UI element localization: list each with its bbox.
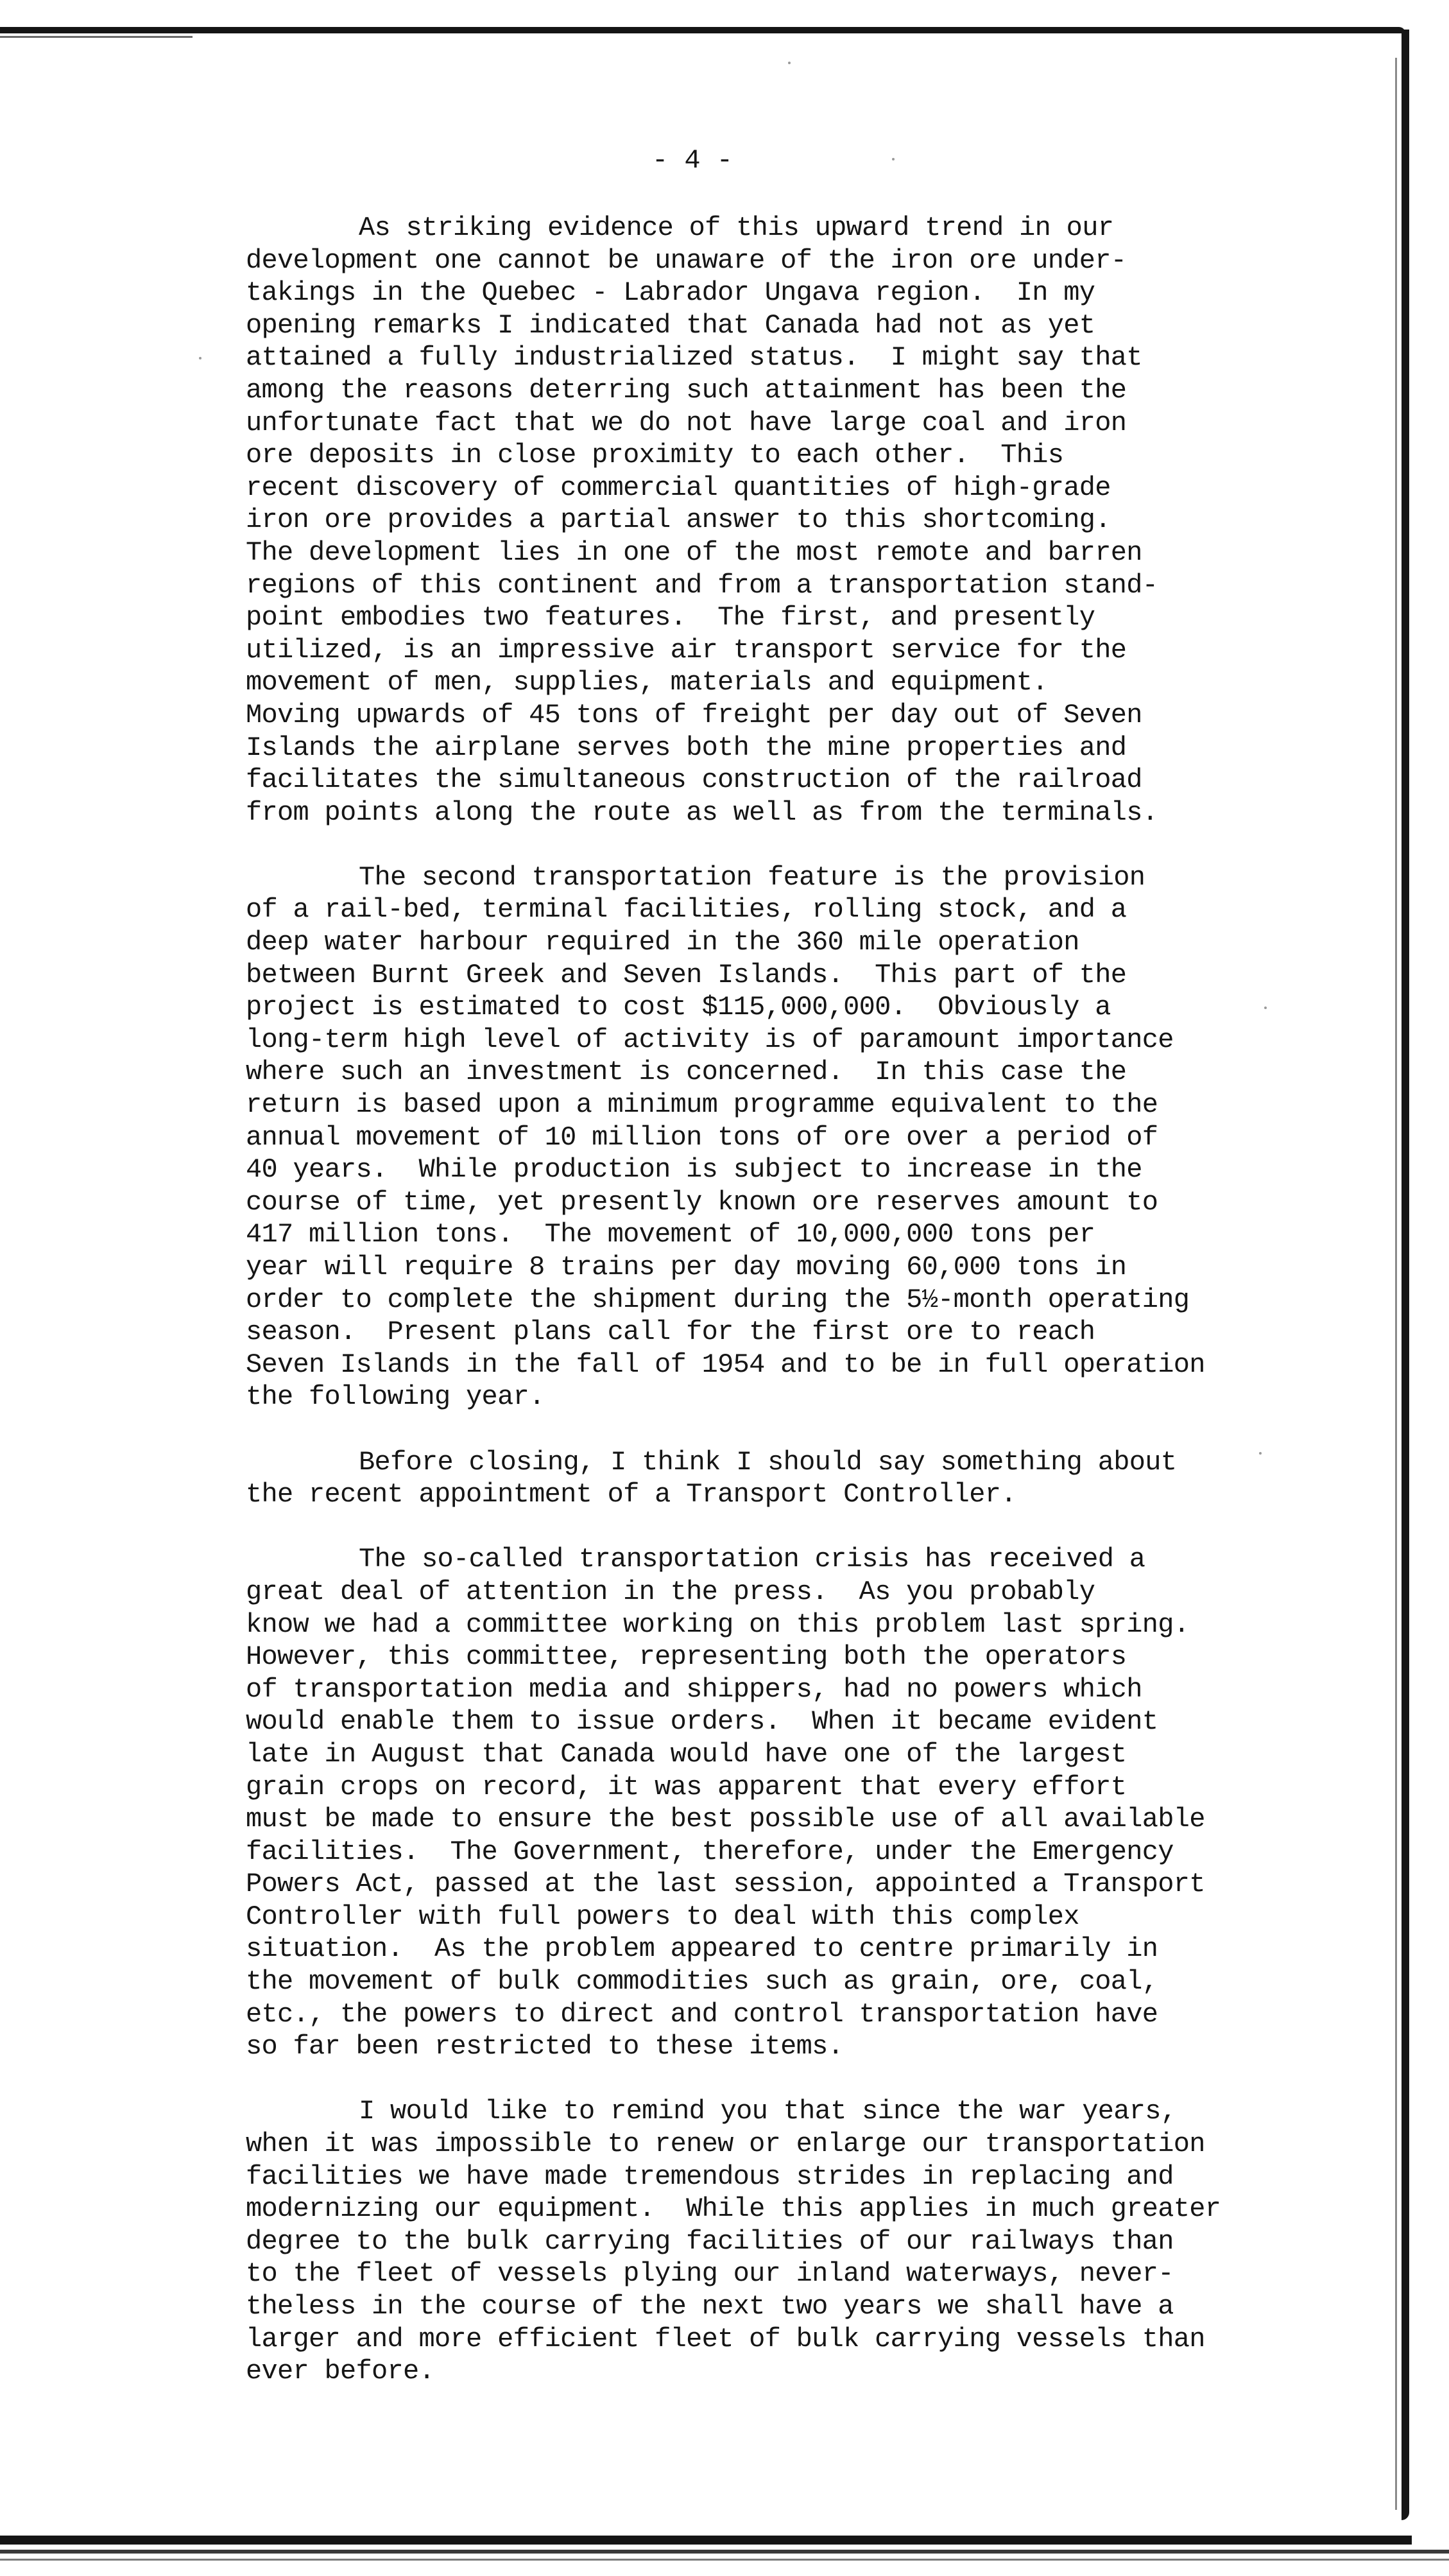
- text-line: the movement of bulk commodities such as grain, ore, coal,: [246, 1966, 1158, 1998]
- text-line: Powers Act, passed at the last session, appointed a Transport: [246, 1869, 1205, 1900]
- text-line: Moving upwards of 45 tons of freight per day out of Seven: [246, 699, 1142, 730]
- text-line: grain crops on record, it was apparent that every effort: [246, 1771, 1127, 1802]
- text-line: must be made to ensure the best possible use of all available: [246, 1804, 1205, 1835]
- text-line: return is based upon a minimum programme equivalent to the: [246, 1089, 1158, 1121]
- paragraph-equipment-modernization: [246, 2095, 1427, 2387]
- text-line: takings in the Quebec - Labrador Ungava region. In my: [246, 277, 1095, 309]
- text-line: from points along the route as well as from the terminals.: [246, 797, 1158, 828]
- text-line: utilized, is an impressive air transport service for the: [246, 634, 1127, 666]
- text-line: point embodies two features. The first, and presently: [246, 602, 1095, 634]
- text-line: iron ore provides a partial answer to this shortcoming.: [246, 505, 1111, 536]
- text-line: I would like to remind you that since the war years,: [359, 2096, 1177, 2127]
- text-line: great deal of attention in the press. As you probably: [246, 1576, 1095, 1607]
- text-line: degree to the bulk carrying facilities of our railways than: [246, 2226, 1174, 2257]
- text-line: modernizing our equipment. While this applies in much greater: [246, 2193, 1221, 2225]
- text-line: among the reasons deterring such attainment has been the: [246, 374, 1127, 406]
- text-line: unfortunate fact that we do not have large coal and iron: [246, 407, 1127, 438]
- text-line: season. Present plans call for the first ore to reach: [246, 1317, 1095, 1348]
- page-edge-top: [0, 27, 1405, 33]
- text-line: However, this committee, representing both the operators: [246, 1641, 1127, 1673]
- text-line: ever before.: [246, 2356, 435, 2387]
- text-line: course of time, yet presently known ore reserves amount to: [246, 1186, 1158, 1218]
- text-line: The so-called transportation crisis has received a: [359, 1544, 1145, 1575]
- page-number: - 4 -: [651, 145, 733, 176]
- text-line: the following year.: [246, 1381, 545, 1413]
- text-line: year will require 8 trains per day moving 60,000 tons in: [246, 1252, 1127, 1283]
- text-line: situation. As the problem appeared to centre primarily in: [246, 1933, 1158, 1965]
- text-line: movement of men, supplies, materials and equipment.: [246, 667, 1048, 698]
- page-edge-bottom-shadow: [0, 2550, 1449, 2554]
- text-line: As striking evidence of this upward trend in our: [359, 212, 1114, 243]
- text-line: recent discovery of commercial quantities of high-grade: [246, 472, 1111, 503]
- text-line: etc., the powers to direct and control transportation have: [246, 1998, 1158, 2030]
- text-line: opening remarks I indicated that Canada had not as yet: [246, 309, 1095, 341]
- text-line: theless in the course of the next two years we shall have a: [246, 2291, 1174, 2322]
- text-line: deep water harbour required in the 360 mile operation: [246, 927, 1079, 958]
- paragraph-transportation-crisis: [246, 1543, 1427, 2063]
- text-line: where such an investment is concerned. In this case the: [246, 1057, 1127, 1088]
- text-line: project is estimated to cost $115,000,000. Obviously a: [246, 992, 1111, 1023]
- paragraph-rail-feature: [246, 861, 1427, 1413]
- text-line: ore deposits in close proximity to each other. This: [246, 440, 1064, 471]
- text-line: of a rail-bed, terminal facilities, rolling stock, and a: [246, 894, 1127, 926]
- text-line: development one cannot be unaware of the iron ore under-: [246, 245, 1127, 276]
- text-line: would enable them to issue orders. When it became evident: [246, 1706, 1158, 1738]
- text-line: so far been restricted to these items.: [246, 2031, 844, 2062]
- document-body: [246, 212, 1427, 2420]
- text-line: facilities. The Government, therefore, under the Emergency: [246, 1836, 1174, 1867]
- text-line: order to complete the shipment during the 5½-month operating: [246, 1284, 1190, 1315]
- text-line: The second transportation feature is the provision: [359, 861, 1145, 893]
- text-line: Controller with full powers to deal with this complex: [246, 1901, 1079, 1932]
- text-line: attained a fully industrialized status. I might say that: [246, 342, 1142, 374]
- text-line: Before closing, I think I should say something about: [359, 1446, 1177, 1478]
- text-line: Islands the airplane serves both the mine properties and: [246, 732, 1127, 763]
- page-edge-bottom: [0, 2536, 1412, 2545]
- text-line: regions of this continent and from a transportation stand-: [246, 569, 1158, 601]
- scan-speck: [788, 62, 791, 64]
- text-line: long-term high level of activity is of paramount importance: [246, 1024, 1174, 1055]
- paragraph-transport-controller: [246, 1446, 1427, 1511]
- scan-speck: [199, 357, 201, 359]
- page-edge-top-shadow: [0, 36, 193, 38]
- text-line: late in August that Canada would have one of the largest: [246, 1738, 1127, 1770]
- page-edge-bottom-shadow-light: [0, 2559, 1449, 2561]
- text-line: annual movement of 10 million tons of ore over a period of: [246, 1121, 1158, 1153]
- text-line: 417 million tons. The movement of 10,000,000 tons per: [246, 1219, 1095, 1250]
- text-line: 40 years. While production is subject to increase in the: [246, 1154, 1142, 1186]
- text-line: facilities we have made tremendous strides in replacing and: [246, 2161, 1174, 2192]
- text-line: between Burnt Greek and Seven Islands. This part of the: [246, 959, 1127, 990]
- text-line: know we had a committee working on this problem last spring.: [246, 1609, 1190, 1640]
- text-line: when it was impossible to renew or enlarge our transportation: [246, 2129, 1205, 2160]
- text-line: larger and more efficient fleet of bulk carrying vessels than: [246, 2323, 1205, 2355]
- text-line: Seven Islands in the fall of 1954 and to be in full operation: [246, 1349, 1205, 1380]
- text-line: The development lies in one of the most remote and barren: [246, 537, 1142, 568]
- text-line: facilitates the simultaneous construction of the railroad: [246, 765, 1142, 796]
- text-line: to the fleet of vessels plying our inland waterways, never-: [246, 2258, 1174, 2290]
- text-line: the recent appointment of a Transport Controller.: [246, 1479, 1016, 1510]
- text-line: of transportation media and shippers, had no powers which: [246, 1673, 1142, 1705]
- paragraph-iron-ore: [246, 212, 1427, 829]
